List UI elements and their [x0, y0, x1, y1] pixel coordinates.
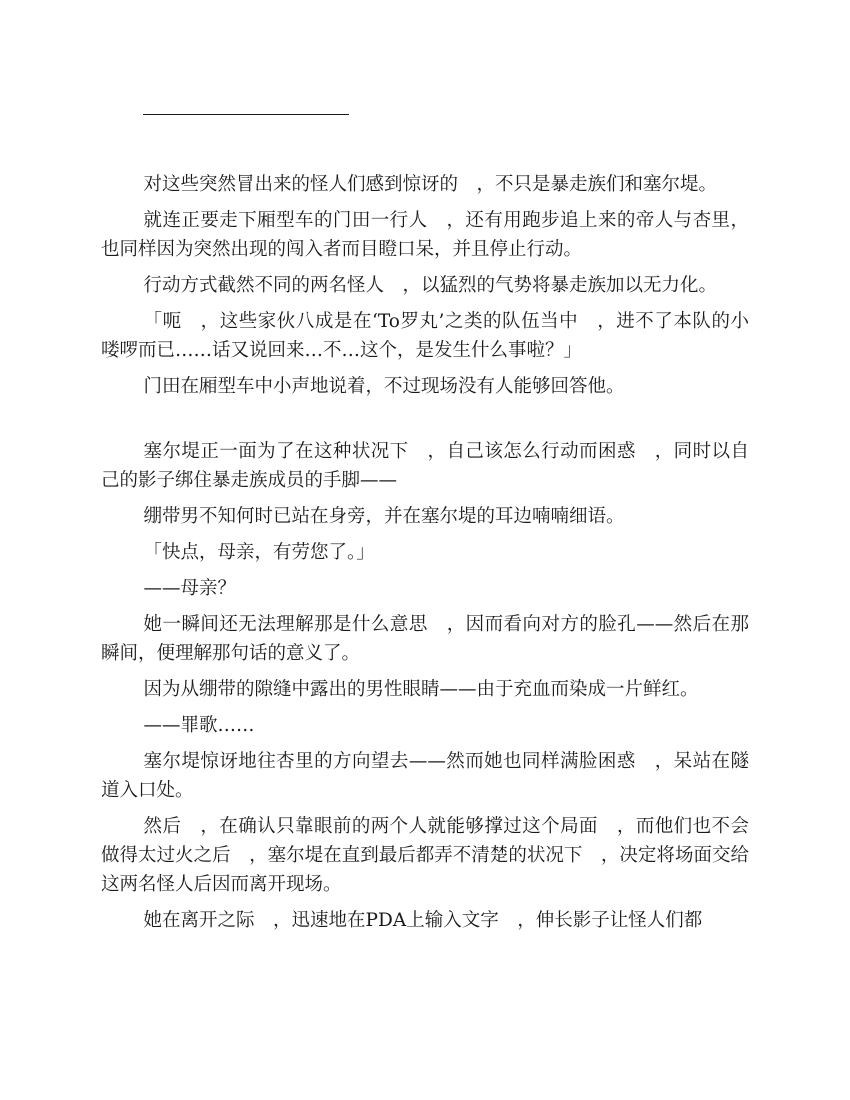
document-body	[101, 170, 749, 942]
paragraph: 然后 ，在确认只靠眼前的两个人就能够撑过这个局面 ，而他们也不会做得太过火之后 ，塞尔堤在直到最后都弄不清楚的状况下 ，决定将场面交给这两名怪人后因而离开现场。	[101, 816, 749, 895]
paragraph: 就连正要走下厢型车的门田一行人 ，还有用跑步追上来的帝人与杏里，也同样因为突然出现的闯入者而目瞪口呆，并且停止行动。	[101, 210, 749, 260]
paragraph: 对这些突然冒出来的怪人们感到惊讶的 ，不只是暴走族们和塞尔堤。	[143, 174, 718, 195]
paragraph: 门田在厢型车中小声地说着，不过现场没有人能够回答他。	[143, 376, 625, 397]
paragraph: ——母亲？	[143, 578, 237, 599]
paragraph: 行动方式截然不同的两名怪人 ，以猛烈的气势将暴走族加以无力化。	[143, 275, 718, 296]
section-separator-line	[143, 114, 349, 115]
paragraph: 「呃 ，这些家伙八成是在‘To罗丸’之类的队伍当中 ，进不了本队的小喽啰而已……话又说回来…不…这个，是发生什么事啦？」	[101, 311, 749, 361]
paragraph: 塞尔堤正一面为了在这种状况下 ，自己该怎么行动而困惑 ，同时以自己的影子绑住暴走族成员的手脚——	[101, 441, 749, 491]
paragraph: 她一瞬间还无法理解那是什么意思 ，因而看向对方的脸孔——然后在那瞬间，便理解那句话的意义了。	[101, 614, 749, 664]
paragraph: ——罪歌……	[143, 715, 255, 736]
section-break	[101, 408, 749, 437]
paragraph: 因为从绷带的隙缝中露出的男性眼睛——由于充血而染成一片鲜红。	[143, 679, 699, 700]
paragraph: 绷带男不知何时已站在身旁，并在塞尔堤的耳边喃喃细语。	[143, 506, 625, 527]
paragraph: 她在离开之际 ，迅速地在PDA上输入文字 ，伸长影子让怪人们都	[143, 910, 703, 931]
paragraph: 「快点，母亲，有劳您了。」	[143, 542, 375, 563]
paragraph: 塞尔堤惊讶地往杏里的方向望去——然而她也同样满脸困惑 ，呆站在隧道入口处。	[101, 751, 749, 801]
